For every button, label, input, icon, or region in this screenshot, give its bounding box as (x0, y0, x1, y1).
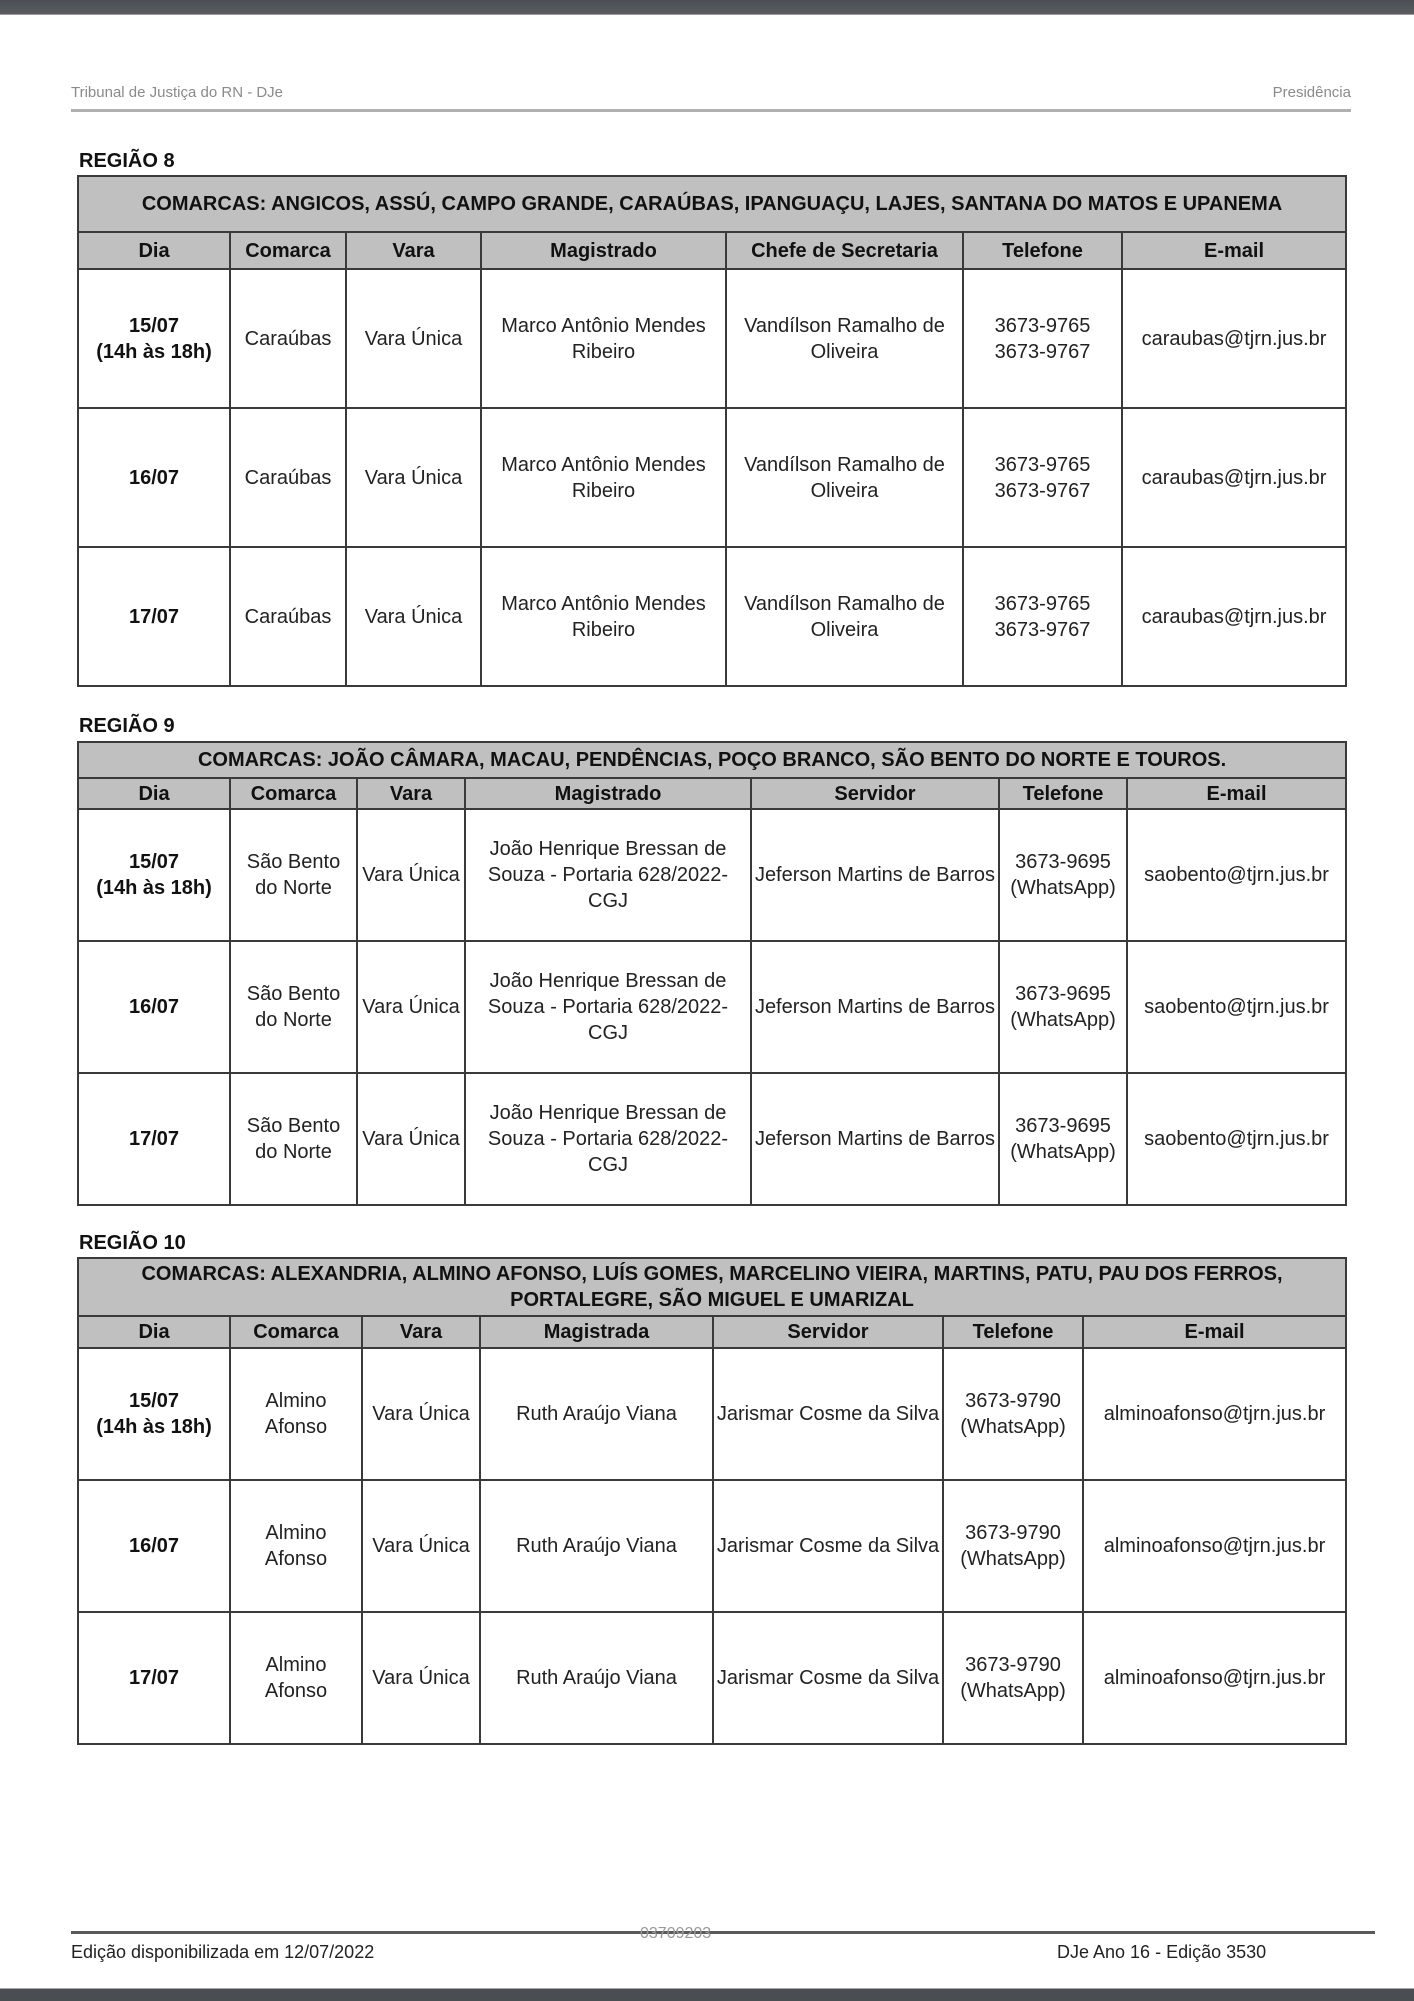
table-row (78, 941, 1346, 1073)
region-8-table (77, 175, 1347, 687)
cell-email: caraubas@tjrn.jus.br (1122, 269, 1346, 408)
cell-vara: Vara Única (362, 1612, 480, 1744)
col-header-telefone: Telefone (999, 778, 1127, 809)
cell-email: saobento@tjrn.jus.br (1127, 809, 1346, 941)
cell-servidor: Jarismar Cosme da Silva (713, 1480, 943, 1612)
footer-publication-date: Edição disponibilizada em 12/07/2022 (71, 1942, 375, 1962)
cell-vara: Vara Única (346, 269, 481, 408)
cell-magistrado: Ruth Araújo Viana (480, 1612, 713, 1744)
cell-comarca: Caraúbas (230, 269, 346, 408)
col-header-magistrada: Magistrada (480, 1316, 713, 1348)
col-header-telefone: Telefone (943, 1316, 1083, 1348)
cell-comarca: Almino Afonso (230, 1480, 362, 1612)
col-header-servidor: Servidor (713, 1316, 943, 1348)
col-header-magistrado: Magistrado (465, 778, 751, 809)
col-header-email: E-mail (1122, 232, 1346, 269)
cell-magistrado: João Henrique Bressan de Souza - Portaria 628/2022-CGJ (465, 941, 751, 1073)
cell-vara: Vara Única (357, 809, 465, 941)
header-divider (71, 109, 1351, 112)
cell-vara: Vara Única (362, 1348, 480, 1480)
cell-servidor: Vandílson Ramalho de Oliveira (726, 408, 963, 547)
cell-vara: Vara Única (346, 547, 481, 686)
comarcas-header: COMARCAS: ANGICOS, ASSÚ, CAMPO GRANDE, CARAÚBAS, IPANGUAÇU, LAJES, SANTANA DO MATOS E UPANEMA (78, 176, 1346, 232)
cell-email: alminoafonso@tjrn.jus.br (1083, 1612, 1346, 1744)
cell-dia: 17/07 (78, 547, 230, 686)
cell-dia: 15/07 (14h às 18h) (78, 809, 230, 941)
table-row (78, 809, 1346, 941)
cell-comarca: São Bento do Norte (230, 809, 357, 941)
region-10-title: REGIÃO 10 (79, 1232, 186, 1254)
table-row (78, 269, 1346, 408)
cell-telefone: 3673-9695 (WhatsApp) (999, 1073, 1127, 1205)
cell-servidor: Vandílson Ramalho de Oliveira (726, 547, 963, 686)
cell-telefone: 3673-9765 3673-9767 (963, 547, 1122, 686)
table-row (78, 408, 1346, 547)
comarcas-header: COMARCAS: ALEXANDRIA, ALMINO AFONSO, LUÍS GOMES, MARCELINO VIEIRA, MARTINS, PATU, PAU DOS FERROS, PORTALEGRE, SÃO MIGUEL E UMARIZAL (78, 1258, 1346, 1316)
header-publisher: Tribunal de Justiça do RN - DJe (71, 84, 284, 101)
cell-comarca: Almino Afonso (230, 1612, 362, 1744)
cell-magistrado: Marco Antônio Mendes Ribeiro (481, 408, 726, 547)
cell-email: saobento@tjrn.jus.br (1127, 1073, 1346, 1205)
page-header (71, 84, 1351, 101)
cell-vara: Vara Única (362, 1480, 480, 1612)
table-row (78, 547, 1346, 686)
cell-telefone: 3673-9695 (WhatsApp) (999, 809, 1127, 941)
cell-dia: 16/07 (78, 408, 230, 547)
cell-magistrado: Ruth Araújo Viana (480, 1348, 713, 1480)
cell-magistrado: Marco Antônio Mendes Ribeiro (481, 547, 726, 686)
cell-comarca: São Bento do Norte (230, 1073, 357, 1205)
table-row (78, 1612, 1346, 1744)
viewer-top-bar (0, 0, 1414, 15)
table-row (78, 1073, 1346, 1205)
table-row (78, 1480, 1346, 1612)
cell-email: alminoafonso@tjrn.jus.br (1083, 1480, 1346, 1612)
cell-dia: 17/07 (78, 1073, 230, 1205)
col-header-dia: Dia (78, 1316, 230, 1348)
cell-comarca: São Bento do Norte (230, 941, 357, 1073)
col-header-chefe-secretaria: Chefe de Secretaria (726, 232, 963, 269)
cell-dia: 16/07 (78, 1480, 230, 1612)
document-code: 03709203 (640, 1925, 712, 1942)
footer-divider (71, 1931, 1375, 1934)
cell-comarca: Almino Afonso (230, 1348, 362, 1480)
region-10-table (77, 1257, 1347, 1745)
col-header-magistrado: Magistrado (481, 232, 726, 269)
col-header-telefone: Telefone (963, 232, 1122, 269)
region-9-title: REGIÃO 9 (79, 715, 175, 737)
col-header-vara: Vara (357, 778, 465, 809)
cell-servidor: Jeferson Martins de Barros (751, 941, 999, 1073)
cell-email: saobento@tjrn.jus.br (1127, 941, 1346, 1073)
cell-magistrado: João Henrique Bressan de Souza - Portaria 628/2022-CGJ (465, 1073, 751, 1205)
cell-magistrado: Ruth Araújo Viana (480, 1480, 713, 1612)
cell-telefone: 3673-9765 3673-9767 (963, 408, 1122, 547)
cell-telefone: 3673-9765 3673-9767 (963, 269, 1122, 408)
cell-comarca: Caraúbas (230, 408, 346, 547)
cell-telefone: 3673-9790 (WhatsApp) (943, 1480, 1083, 1612)
cell-servidor: Jarismar Cosme da Silva (713, 1612, 943, 1744)
cell-magistrado: João Henrique Bressan de Souza - Portaria 628/2022-CGJ (465, 809, 751, 941)
col-header-servidor: Servidor (751, 778, 999, 809)
cell-email: caraubas@tjrn.jus.br (1122, 408, 1346, 547)
col-header-vara: Vara (362, 1316, 480, 1348)
col-header-email: E-mail (1083, 1316, 1346, 1348)
cell-email: alminoafonso@tjrn.jus.br (1083, 1348, 1346, 1480)
cell-vara: Vara Única (346, 408, 481, 547)
col-header-vara: Vara (346, 232, 481, 269)
cell-email: caraubas@tjrn.jus.br (1122, 547, 1346, 686)
table-row (78, 1348, 1346, 1480)
cell-dia: 15/07 (14h às 18h) (78, 269, 230, 408)
header-section: Presidência (1272, 84, 1351, 101)
cell-servidor: Jeferson Martins de Barros (751, 1073, 999, 1205)
cell-telefone: 3673-9695 (WhatsApp) (999, 941, 1127, 1073)
cell-telefone: 3673-9790 (WhatsApp) (943, 1348, 1083, 1480)
col-header-comarca: Comarca (230, 232, 346, 269)
region-9-table (77, 741, 1347, 1206)
cell-dia: 17/07 (78, 1612, 230, 1744)
cell-telefone: 3673-9790 (WhatsApp) (943, 1612, 1083, 1744)
col-header-comarca: Comarca (230, 1316, 362, 1348)
col-header-dia: Dia (78, 232, 230, 269)
cell-vara: Vara Única (357, 1073, 465, 1205)
cell-servidor: Vandílson Ramalho de Oliveira (726, 269, 963, 408)
viewer-bottom-bar (0, 1988, 1414, 2001)
cell-servidor: Jeferson Martins de Barros (751, 809, 999, 941)
cell-dia: 16/07 (78, 941, 230, 1073)
region-8-title: REGIÃO 8 (79, 150, 175, 172)
cell-comarca: Caraúbas (230, 547, 346, 686)
cell-magistrado: Marco Antônio Mendes Ribeiro (481, 269, 726, 408)
col-header-dia: Dia (78, 778, 230, 809)
cell-dia: 15/07 (14h às 18h) (78, 1348, 230, 1480)
col-header-email: E-mail (1127, 778, 1346, 809)
col-header-comarca: Comarca (230, 778, 357, 809)
cell-vara: Vara Única (357, 941, 465, 1073)
footer-edition: DJe Ano 16 - Edição 3530 (1057, 1942, 1267, 1962)
cell-servidor: Jarismar Cosme da Silva (713, 1348, 943, 1480)
comarcas-header: COMARCAS: JOÃO CÂMARA, MACAU, PENDÊNCIAS, POÇO BRANCO, SÃO BENTO DO NORTE E TOUROS. (78, 742, 1346, 778)
